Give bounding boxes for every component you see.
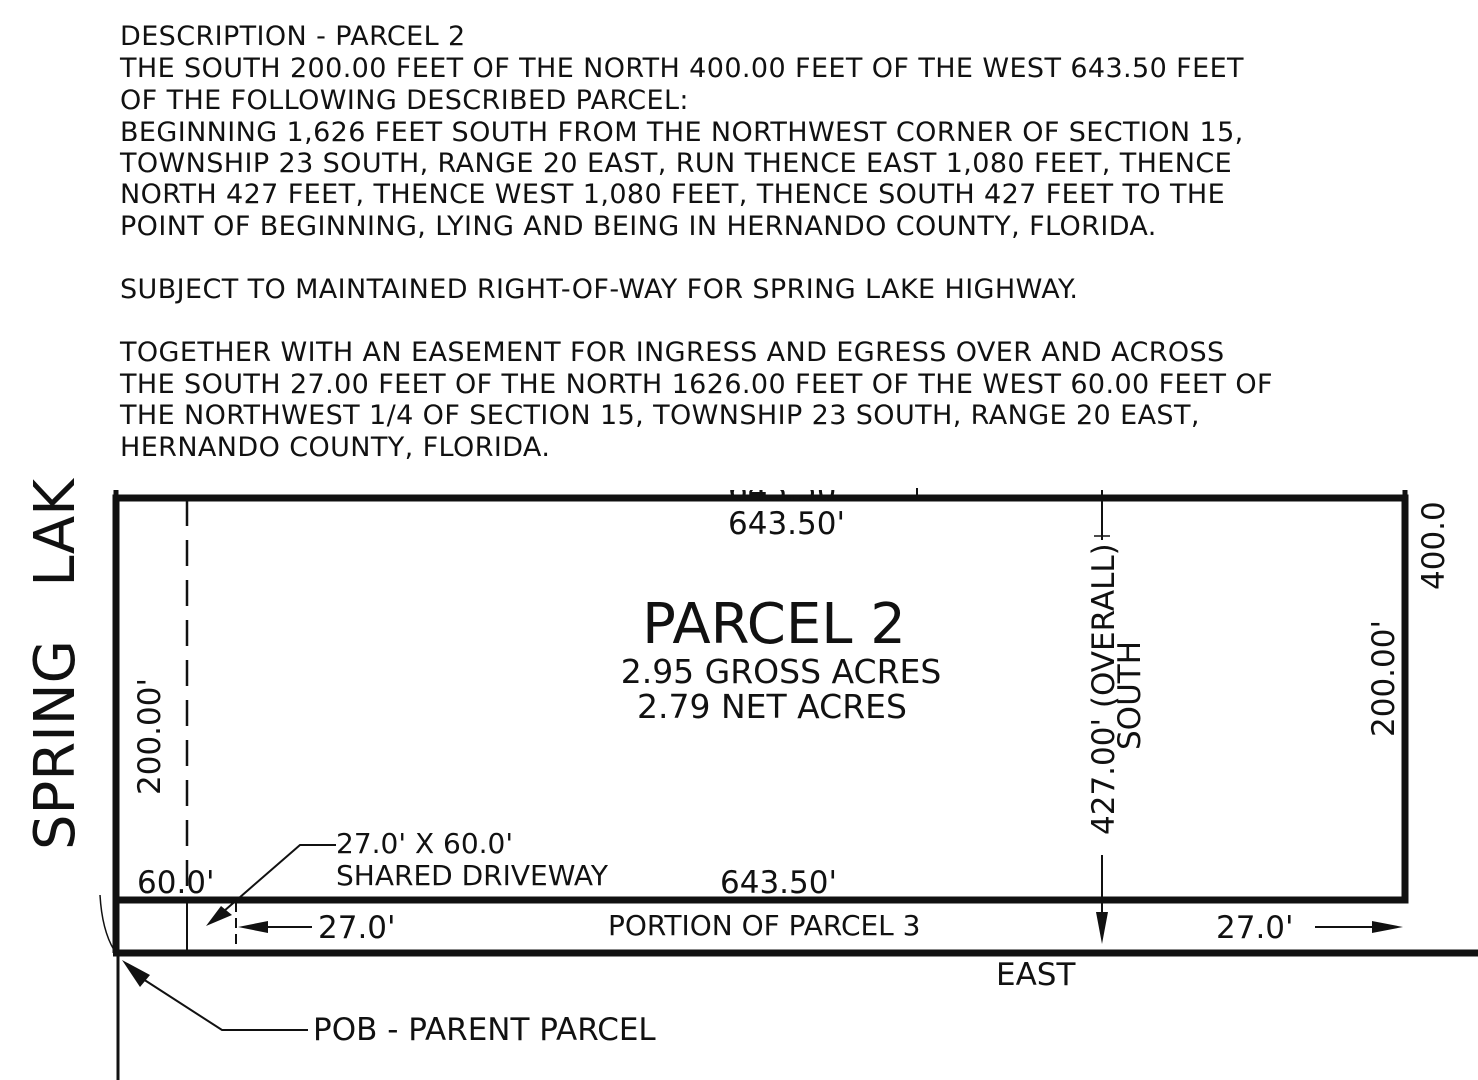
easement-line: TOGETHER WITH AN EASEMENT FOR INGRESS AND EGRESS OVER AND ACROSS	[120, 337, 1225, 368]
description-line: THE SOUTH 200.00 FEET OF THE NORTH 400.00 FEET OF THE WEST 643.50 FEET	[120, 53, 1244, 84]
pob-arc	[100, 895, 114, 950]
description-heading: DESCRIPTION - PARCEL 2	[120, 21, 466, 52]
overall-dimension-label: 427.00' (OVERALL)	[1086, 543, 1122, 835]
easement-right-arrowhead	[1372, 921, 1403, 933]
driveway-leader-line	[216, 845, 336, 918]
east-bearing-label: EAST	[996, 957, 1076, 993]
clip-mask	[700, 462, 900, 490]
bottom-dimension-label: 643.50'	[720, 865, 837, 901]
gross-acres-label: 2.95 GROSS ACRES	[620, 652, 942, 691]
description-block	[119, 21, 1273, 463]
portion-of-parcel-label: PORTION OF PARCEL 3	[608, 909, 921, 942]
description-line: OF THE FOLLOWING DESCRIBED PARCEL:	[120, 85, 689, 116]
east-side-dimension: 200.00'	[1366, 620, 1402, 737]
road-label: SPRING LAK	[23, 479, 88, 850]
easement-line: THE NORTHWEST 1/4 OF SECTION 15, TOWNSHIP 23 SOUTH, RANGE 20 EAST,	[120, 400, 1200, 431]
overall-direction-label: SOUTH	[1112, 640, 1148, 750]
easement-line: HERNANDO COUNTY, FLORIDA.	[120, 432, 551, 463]
description-line: POINT OF BEGINNING, LYING AND BEING IN HERNANDO COUNTY, FLORIDA.	[120, 211, 1157, 242]
net-acres-label: 2.79 NET ACRES	[637, 687, 907, 726]
driveway-leader-arrowhead	[206, 906, 232, 926]
pob-label: POB - PARENT PARCEL	[313, 1012, 656, 1048]
subject-line: SUBJECT TO MAINTAINED RIGHT-OF-WAY FOR SPRING LAKE HIGHWAY.	[120, 274, 1079, 305]
description-line: NORTH 427 FEET, THENCE WEST 1,080 FEET, THENCE SOUTH 427 FEET TO THE	[120, 179, 1226, 210]
parcel-title: PARCEL 2	[642, 592, 906, 657]
easement-line: THE SOUTH 27.00 FEET OF THE NORTH 1626.00 FEET OF THE WEST 60.00 FEET OF	[120, 369, 1273, 400]
driveway-name-label: SHARED DRIVEWAY	[336, 859, 608, 892]
driveway-size-label: 27.0' X 60.0'	[336, 827, 514, 860]
west-side-dimension: 200.00'	[132, 678, 168, 795]
description-line: TOWNSHIP 23 SOUTH, RANGE 20 EAST, RUN THENCE EAST 1,080 FEET, THENCE	[120, 148, 1233, 179]
west-width-label: 60.0'	[137, 865, 215, 901]
pob-leader-line	[143, 979, 308, 1030]
north-overall-dimension: 400.0	[1416, 501, 1452, 590]
easement-right-width-label: 27.0'	[1216, 910, 1294, 946]
overall-dimension-arrowhead	[1096, 912, 1108, 944]
pob-arrowhead	[122, 960, 150, 987]
easement-left-width-label: 27.0'	[318, 910, 396, 946]
easement-left-arrowhead	[238, 921, 268, 933]
top-dimension-label: 643.50'	[728, 506, 845, 542]
description-line: BEGINNING 1,626 FEET SOUTH FROM THE NORTHWEST CORNER OF SECTION 15,	[120, 117, 1244, 148]
